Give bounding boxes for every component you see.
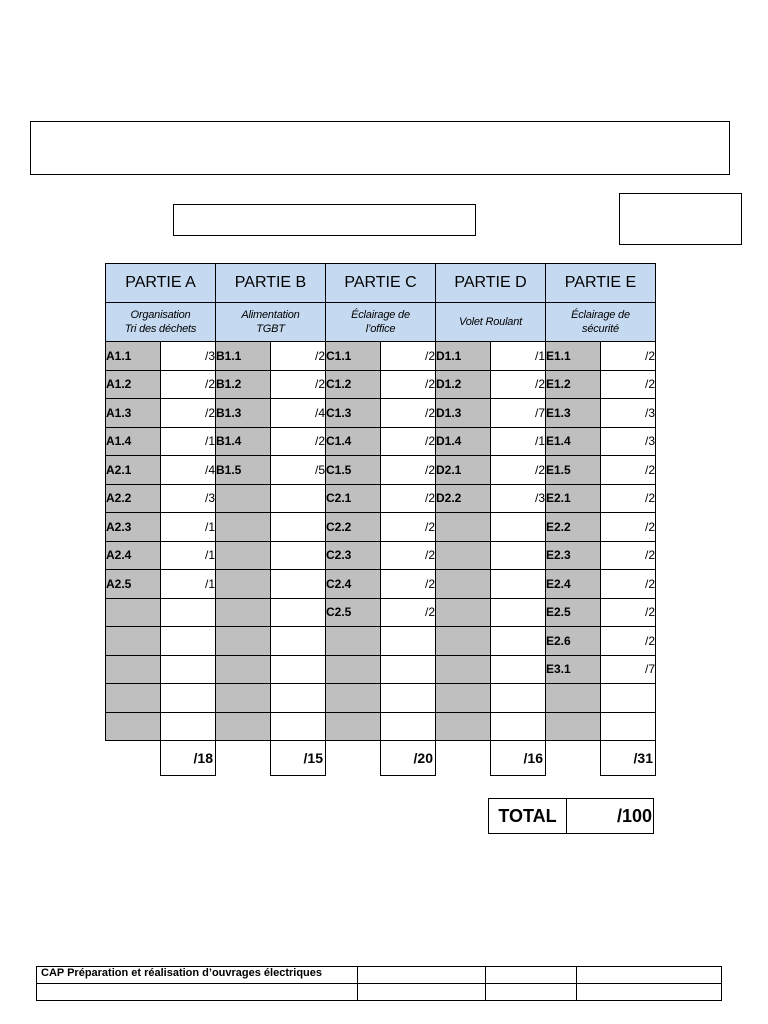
criterion-points [161,627,216,656]
part-subtitle-line: sécurité [582,323,619,335]
part-subtitle-line: Organisation [130,309,191,321]
criterion-points [381,684,436,713]
table-row [106,684,656,713]
criterion-points [161,684,216,713]
criterion-code: A2.3 [106,513,161,542]
criterion-points: /1 [161,541,216,570]
criterion-points [271,598,326,627]
subtotal-spacer [326,741,381,776]
criterion-code: B1.4 [216,427,271,456]
criterion-points: /2 [381,427,436,456]
criterion-code [326,684,381,713]
criterion-code: C1.4 [326,427,381,456]
criterion-code: E2.1 [546,484,601,513]
footer-cell [486,984,577,1001]
total-box [488,798,654,834]
part-subtitle [216,303,326,342]
criterion-code: A1.2 [106,370,161,399]
criterion-points: /2 [601,456,656,485]
criterion-points: /2 [601,598,656,627]
criterion-code: C1.1 [326,342,381,371]
footer-cell [577,967,722,984]
part-subtitle-line: l’office [365,323,396,335]
criterion-points [271,570,326,599]
criterion-code: C2.4 [326,570,381,599]
criterion-code: C2.1 [326,484,381,513]
criterion-code [546,712,601,741]
criterion-code [216,627,271,656]
part-title: PARTIE E [546,264,656,303]
criterion-points: /2 [381,456,436,485]
criterion-points: /2 [601,627,656,656]
subtotal-spacer [106,741,161,776]
criterion-code: E2.6 [546,627,601,656]
table-row [106,370,656,399]
criterion-code: A1.4 [106,427,161,456]
table-row [106,598,656,627]
criterion-points: /2 [491,370,546,399]
criterion-points: /2 [381,370,436,399]
criterion-code: B1.2 [216,370,271,399]
criterion-points: /2 [271,427,326,456]
criterion-code: C1.2 [326,370,381,399]
part-subtitle [546,303,656,342]
criterion-code [216,684,271,713]
criterion-points [491,598,546,627]
criterion-code [436,684,491,713]
criterion-code [436,513,491,542]
criterion-points [491,513,546,542]
criterion-points [491,684,546,713]
criterion-code: A2.1 [106,456,161,485]
criterion-code: D2.2 [436,484,491,513]
subtotal-row [106,741,656,776]
criterion-code [436,627,491,656]
table-row [106,712,656,741]
criterion-code [216,484,271,513]
criterion-code: B1.3 [216,399,271,428]
part-title: PARTIE B [216,264,326,303]
table-row [106,399,656,428]
mark-field-box[interactable] [619,193,742,245]
criterion-code: D1.3 [436,399,491,428]
criterion-code: D1.4 [436,427,491,456]
criterion-code: C1.5 [326,456,381,485]
part-subtotal: /16 [491,741,546,776]
footer-cell [486,967,577,984]
criterion-points: /5 [271,456,326,485]
criterion-code: C2.2 [326,513,381,542]
criterion-code: A1.1 [106,342,161,371]
part-subtitle-line: Éclairage de [351,309,410,321]
total-value: /100 [567,799,654,834]
criterion-code [216,655,271,684]
criterion-code: E2.4 [546,570,601,599]
criterion-code: A1.3 [106,399,161,428]
criterion-points: /3 [601,399,656,428]
criterion-points: /1 [491,427,546,456]
table-row [106,627,656,656]
criterion-points: /3 [161,342,216,371]
criterion-code: E2.3 [546,541,601,570]
criterion-points: /2 [601,370,656,399]
criterion-points [601,684,656,713]
criterion-code: D1.2 [436,370,491,399]
criterion-points: /2 [381,342,436,371]
criterion-code [216,598,271,627]
criterion-code [106,655,161,684]
part-subtitle-line: Volet Roulant [458,316,523,328]
criterion-points: /3 [161,484,216,513]
criterion-points: /1 [161,427,216,456]
criterion-points: /2 [161,370,216,399]
table-row [106,513,656,542]
criterion-points: /2 [381,570,436,599]
criterion-code [326,627,381,656]
criterion-code [436,570,491,599]
part-subtitle [106,303,216,342]
criterion-code: D1.1 [436,342,491,371]
part-subtitle [326,303,436,342]
criterion-code: C1.3 [326,399,381,428]
criterion-code [436,598,491,627]
footer-cell [358,967,486,984]
criterion-code [546,684,601,713]
header-blank-box [30,121,730,175]
criterion-points [161,655,216,684]
grading-table [105,263,656,776]
criterion-points: /2 [271,370,326,399]
part-title: PARTIE C [326,264,436,303]
criterion-points [271,684,326,713]
subtotal-spacer [546,741,601,776]
criterion-code [436,655,491,684]
criterion-points: /2 [601,342,656,371]
criterion-code: E1.1 [546,342,601,371]
criterion-code: A2.2 [106,484,161,513]
criterion-points [271,513,326,542]
criterion-points: /7 [601,655,656,684]
criterion-code [106,684,161,713]
part-title: PARTIE A [106,264,216,303]
criterion-points: /2 [381,541,436,570]
criterion-points: /2 [601,541,656,570]
criterion-code: E1.4 [546,427,601,456]
criterion-code: E1.2 [546,370,601,399]
criterion-code [216,570,271,599]
part-subtotal: /20 [381,741,436,776]
criterion-code [436,541,491,570]
part-subtitle-line: Alimentation [241,309,300,321]
total-label: TOTAL [489,799,567,834]
criterion-points: /2 [381,598,436,627]
criterion-code [326,655,381,684]
criterion-points [491,541,546,570]
criterion-points: /2 [601,570,656,599]
criterion-points [271,541,326,570]
part-title: PARTIE D [436,264,546,303]
table-row [106,655,656,684]
criterion-points [381,627,436,656]
criterion-points: /2 [381,484,436,513]
criterion-points: /1 [161,513,216,542]
criterion-code: D2.1 [436,456,491,485]
criterion-points [161,712,216,741]
criterion-points [491,627,546,656]
criterion-points [491,655,546,684]
part-subtitle [436,303,546,342]
criterion-code [216,541,271,570]
criterion-points: /3 [601,427,656,456]
footer-cell [358,984,486,1001]
criterion-points: /7 [491,399,546,428]
criterion-code: B1.5 [216,456,271,485]
criterion-code: A2.5 [106,570,161,599]
criterion-points: /4 [161,456,216,485]
criterion-code [216,712,271,741]
subtotal-spacer [436,741,491,776]
criterion-code: C2.5 [326,598,381,627]
part-subtotal: /18 [161,741,216,776]
criterion-code: E3.1 [546,655,601,684]
criterion-points [271,484,326,513]
criterion-code [106,627,161,656]
criterion-points [271,712,326,741]
part-subtotal: /15 [271,741,326,776]
footer-cell [577,984,722,1001]
criterion-points [161,598,216,627]
criterion-points: /3 [491,484,546,513]
footer-cell [37,984,358,1001]
criterion-code [216,513,271,542]
criterion-points [381,712,436,741]
criterion-code: C2.3 [326,541,381,570]
table-row [106,456,656,485]
subtotal-spacer [216,741,271,776]
criterion-points: /1 [161,570,216,599]
name-field-box[interactable] [173,204,476,236]
criterion-points [271,655,326,684]
table-row [106,484,656,513]
criterion-code: E1.5 [546,456,601,485]
table-row [106,541,656,570]
criterion-code: E2.5 [546,598,601,627]
criterion-points: /2 [601,513,656,542]
criterion-code: B1.1 [216,342,271,371]
footer-table [36,966,722,1001]
criterion-points: /2 [381,513,436,542]
criterion-points [491,712,546,741]
table-row [106,570,656,599]
criterion-points [601,712,656,741]
criterion-points: /2 [601,484,656,513]
criterion-code [326,712,381,741]
criterion-points: /2 [491,456,546,485]
criterion-points: /1 [491,342,546,371]
criterion-points [381,655,436,684]
criterion-code [436,712,491,741]
criterion-points: /2 [161,399,216,428]
criterion-code [106,598,161,627]
criterion-code: E2.2 [546,513,601,542]
part-subtotal: /31 [601,741,656,776]
criterion-points: /2 [381,399,436,428]
criterion-points [491,570,546,599]
part-subtitle-line: Éclairage de [571,309,630,321]
table-row [106,427,656,456]
criterion-points [271,627,326,656]
part-subtitle-line: Tri des déchets [124,323,197,335]
part-subtitle-line: TGBT [256,323,285,335]
criterion-code: A2.4 [106,541,161,570]
criterion-code: E1.3 [546,399,601,428]
criterion-points: /2 [271,342,326,371]
table-row [106,342,656,371]
criterion-code [106,712,161,741]
criterion-points: /4 [271,399,326,428]
footer-title: CAP Préparation et réalisation d’ouvrages électriques [37,967,358,984]
